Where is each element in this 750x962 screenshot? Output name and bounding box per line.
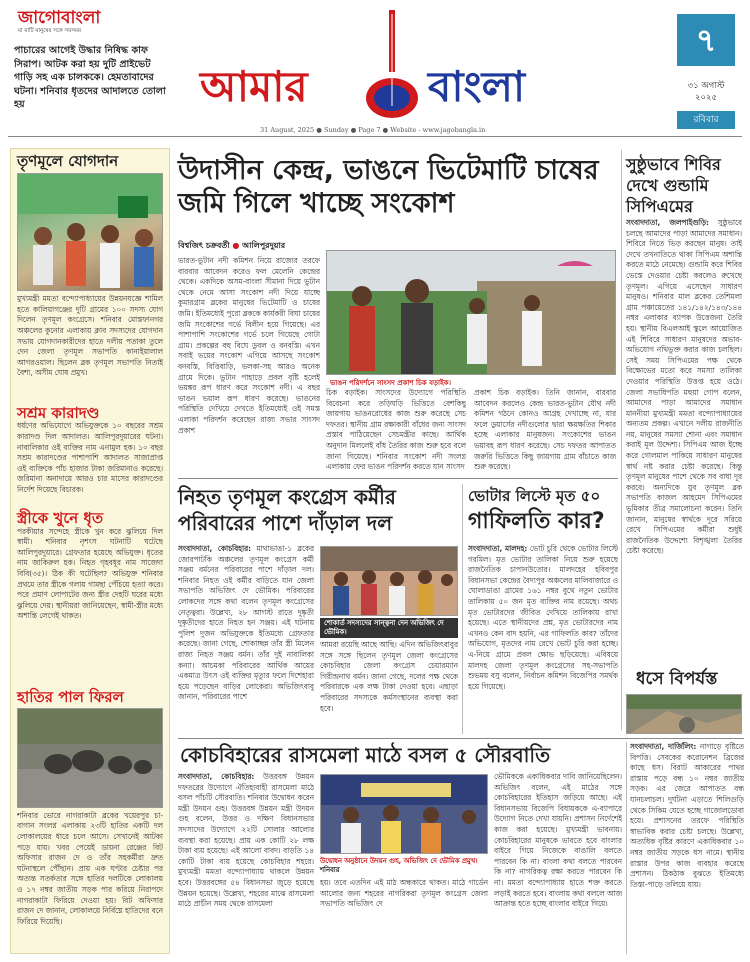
right-t2 <box>630 742 744 954</box>
nihata-dateline: সংবাদদাতা, কোচবিহার: <box>178 544 252 553</box>
elephant-photo <box>17 708 163 808</box>
divider-right <box>621 150 622 730</box>
raas-caption <box>320 857 488 875</box>
right-t1-lead: সংবাদদাতা, জলপাইগুড়ি: <box>626 218 709 227</box>
right-t1-text: সুষ্ঠুভাবে চলছে আমাদের পাড়া আমাদের সমাধান। শিবিরে নিতে ভিড় করছেন মানুষ। তাই দেখে তখনাতিতে থাকা সিপিএম অশান্তি করতে মাঠে নেমেছে। গুন্ডামি করে শিবির ভেস্তে দেওয়ার চেষ্টা করলেও রুখেছে তৃণমূল। এগিয়ে এসেছেন সাধারণ মানুষও। শনিবার মাল ব্লকের তেশিমলা গ্রাম পঞ্চায়েতের ১৪১/১৪২/১৪৩/১৪৪ নম্বর এলাকার ব্যাপক উত্তেজনা তৈরি হয়। স্থানীয় বিএলআই স্কুলে আয়োজিত এই শিবিরে সাধারণ মানুষদের অভাব-অভিযোগ নথিভুক্ত করার কাজ চলছিল। সেই সময় সিপিএমের পক্ষ থেকে বিক্ষোভের মতো করে সমস্যা তালিকা দেওয়ার পরিস্থিতি উত্তপ্ত হয়ে ওঠে। জেলা সভাধিপতি মহুয়া গোপ বলেন, আমাদের পাড়া আমাদের সমাধান মাননীয়া মুখ্যমন্ত্রী মমতা বন্দ্যোপাধ্যায়ের অন্যতম প্রকল্প। এখানে দলীয় রাজনীতি নয়, মানুষের সমস্যা শোনা এবং সমাধান করাই মূল উদ্দেশ্য। সিপিএম আজ ইচ্ছে করে গোলমাল পাকিয়ে সাধারণ মানুষের স্বার্থ নষ্ট করার চেষ্টা করেছে। কিন্তু তৃণমূল মানুষের পাশে থেকে সব বাধা দূর করবে। অন্যদিকে যুব তৃণমূল ব্লক সভাপতি কাজল আহমেদ সিপিএমের ভূমিকার তীব্র সমালোচনা করেন। তিনি জানান, মানুষের স্বার্থকে দূরে সরিয়ে রেখে সিপিএমের কর্মীরা শুধুই রাজনৈতিক উদ্দেশ্যে বিশৃঙ্খলা তৈরির চেষ্টা করেছে। <box>626 218 742 556</box>
byline-place: আলিপুরদুয়ার <box>242 241 286 250</box>
nihata-body1-text: মাথাভাঙা-১ ব্লকের জোরপাটকি অঞ্চলের তৃণমূল কংগ্রেস কর্মী সঞ্জয় বর্মনের পরিবারের পাশে দাঁড়াল দল। শনিবার নিহত ওই কর্মীর বাড়িতে যান জেলা সভাপতি অভিজিৎ দে ভৌমিক। পরিবারের লোকদের সঙ্গে কথা বলেন তৃণমূল কংগ্রেসের নেতৃত্বরা। উল্লেখ্য, ২৮ আগস্ট রাতে দুষ্কৃতী দুষ্কৃতীদের হাতে নিহত হন সঞ্জয়। এই ঘটনায় পুলিশ দুজন অভিযুক্তকে ইতিমধ্যে গ্রেফতার করেছে। জানা গেছে, শোকাচ্ছন্ন তাঁর স্ত্রী মিলেন রাজ্য নিহত সঞ্জয় বর্মন। তাঁর দুই নাবালিকা কন্যা। আচমকা পরিবারের আর্থিক আয়ের একমাত্র উৎস ওই ব্যক্তির মৃত্যুর ফলে দিশেহারা হয়ে পড়েছেন বাড়ির লোকেরা। অভিজিৎবাবু জানান, পরিবারের পাশে <box>178 544 314 702</box>
divider-mid <box>462 484 463 734</box>
nihata-body2: আমরা রয়েছি আছে আছি। এদিন অভিজিৎবাবুর সঙ্গে সঙ্গে ছিলেন তৃণমূল জেলা কংগ্রেসের কোচবিহার জেলা কংগ্রেস চেয়ারম্যান গিরীন্দ্রনাথ বর্মন। জানা গেছে, দলের পক্ষ থেকে পরিবারকে এক লক্ষ টাকা দেওয়া হবে। এছাড়া পরিবারের সদস্যকে কর্মসংস্থানের ব্যবস্থা করা হবে। <box>320 640 458 713</box>
nihata-headline: নিহত তৃণমূল কংগ্রেস কর্মীর পরিবারের পাশে দাঁড়াল দল <box>178 485 396 535</box>
divider-bottom <box>626 742 627 954</box>
main-headline: উদাসীন কেন্দ্র, ভাঙনে ভিটেমাটি চাষের জমি গিলে খাচ্ছে সংকোশ <box>178 155 599 219</box>
right-h1: সুষ্ঠুভাবে শিবির দেখে গুন্ডামি সিপিএমের <box>626 155 721 216</box>
voter-headline1: ভোটার লিস্টে মৃত ৫০ <box>468 487 601 505</box>
voter-body <box>468 544 618 734</box>
location-pin-icon: ● <box>232 241 240 250</box>
landslide-photo <box>626 694 742 734</box>
dateline: 31 August, 2025 ● Sunday ● Page 7 ● Website - www.jagobangla.in <box>260 126 486 134</box>
main-caption: ভাঙন পরিদর্শনে সাংসদ প্রকাশ চিক বড়াইক। <box>330 379 452 387</box>
left-t1: মুখ্যমন্ত্রী মমতা বন্দ্যোপাধ্যায়ের উন্নয়নযজ্ঞে শামিল হতে কালিয়াগঞ্জের দুটি গ্রামের ১০০ সদস্য যোগ দিলেন তৃণমূল কংগ্রেসে। শনিবার মোস্তফানগর অঞ্চলের কুনোর এলাকায় ক্লাব সদস্যদের যোগদান সভায় যোগদানকারীদের হাতে দলীয় পতাকা তুলে দেন জেলা তৃণমূল সভাপতি কানাইয়ালাল আগরওয়াল। ছিলেন ব্লক তৃণমূল সভাপতি নিতাই বৈশ্য, অসীম ঘোষ প্রমুখ। <box>17 294 163 378</box>
raas-body3: ভৌমিককে একাধিকবার দাবি জানিয়েছিলেন। অভিজিৎ বলেন, এই মাঠের সঙ্গে কোচবিহারের ইতিহাস জড়িয়ে আছে। এই বিধানসভায় বিজেপি বিধায়ককে এ-ব্যাপারে উদ্যোগ নিতে দেখা যায়নি। প্রশাসন নির্দেশেই কাজ করা হয়েছে। মুখ্যমন্ত্রী ভাবনায়। কোচবিহারের মানুষকে ভাবতে হবে বাংলার বাইরে গিয়ে নিজেকে বাঙালি বলতে পারবেন কি না। বাংলা কথা বলতে পারবেন কি না? নাগরিকত্ব রক্ষা করতে পারবেন কি না। মমতা বন্দ্যোপাধ্যায় হাতে শক্ত করতে লড়াই করতে হবে। বাংলায় কথা বললে আজ আক্রান্ত হতে হচ্ছে বাংলার বাইরে গিয়ে। <box>494 772 622 909</box>
brand-tagline: মা মাটি মানুষের সঙ্গে সবসময় <box>18 28 82 34</box>
title-right: বাংলা <box>428 62 526 111</box>
right-t2-text: নাগাড়ে বৃষ্টিতে বিপত্তি। সেবকের করোনেশন ব্রিজের কাছে ধস। বিরাট আকারের পাথর রাস্তায় পড়ে বন্ধ ১০ নম্বর জাতীয় সড়ক। এর জেরে আপাতত বন্ধ যানচলাচল। দুর্ঘটনা এড়াতে শিলিগুড়ি থেকে সিকিম যেতে হচ্ছে গাজোলডোবা হয়ে। প্রশাসনের তরফে পরিস্থিতি স্বাভাবিক করার চেষ্টা চলছে। উল্লেখ্য, অত্যধিক বৃষ্টির কারণে একাধিকবার ১০ নম্বর জাতীয় সড়কে ধস নামে। স্থানীয় রাস্তার উপর কাজ ব্যবহার করেছে প্রশাসন। ঠিকঠাক বুঝতে ইতিমধ্যে তিস্তা-পাড়ে তলিয়ে যায়। <box>630 742 744 889</box>
teaser-text: পাচারের আগেই উদ্ধার নিষিদ্ধ কাফ সিরাপ। আটক করা হয় দুটি প্রাইভেট গাড়ি সহ এক চালককে। হেমতাবাদের ঘটনা। শনিবার ধৃতদের আদালতে তোলা হয় <box>14 45 166 111</box>
ceremony-photo <box>320 774 488 854</box>
raas-caption-text: উদ্বোধন অনুষ্ঠানে উদয়ন গুহ, অভিজিৎ দে ভৌমিক প্রমুখ। <box>320 857 478 865</box>
voter-body-text: ভোট চুরি থেকে ভোটার লিস্টে গরমিল। মৃত ভোটার তালিকা নিয়ে শুরু হয়েছে রাজনৈতিক চাপানউতোর। মালদহের হবিবপুর বিধানসভা কেন্দ্রের বৈদ্যপুর অঞ্চলের মালিবাজারে ও ঘোলাডাঙা গ্রামের ১৬১ নম্বর বুথে নতুন ভোটার তালিকায় ৫০ জন মৃত ব্যক্তির নাম রয়েছে। অথচ মৃত ভোটারদের জীবিত দেখিয়ে তালিকায় রাখা হয়েছে। এতে স্থানীয়দের প্রশ্ন, মৃত ভোটারদের নাম এখনও কেন বাদ হয়নি, এর গাফিলতি কার? তাঁদের অভিযোগ, মৃতদের নাম রেখে ভোট চুরি করা হচ্ছে। এ-নিয়ে গ্রামে প্রবল ক্ষোভ ছড়িয়েছে। এবিষয়ে মালদহ জেলা তৃণমূল কংগ্রেসের সহ-সভাপতি শুভময় বসু বলেন, নির্বাচন কমিশন বিজেপির সমর্থক হয়ে গিয়েছে। <box>468 544 618 691</box>
raas-caption-place: শনিবার <box>320 866 340 874</box>
family-photo <box>320 546 458 616</box>
left-h4: হাতির পাল ফিরল <box>17 687 124 706</box>
left-t4: শনিবার ভোরে নাগরাকাটা ব্লকের খয়েরপুর চা-বাগান সংলগ্ন এলাকায় ২৩টি হাতির একটি দল লোকালয়ের ধারে চলে আসে। সেখানেই আটকা পড়ে যায়। খবর পেয়েই ডায়না রেঞ্জের বিট অফিসার রাজন দে ও তাঁর সহকর্মীরা দ্রুত ঘটনাস্থলে পৌঁছান। প্রায় এক ঘণ্টার চেষ্টার পর অত্যন্ত সতর্কতার সঙ্গে হাতির দলটিকে লোকালয় ও ১৭ নম্বর জাতীয় সড়ক পার করিয়ে নিরাপদে নাগরাকাটা ফিরিয়ে দেওয়া হয়। বিট অফিসার রাজন দে জানান, লোকালয়ে নির্বিঘ্নে হাতিদের বনে ফিরিয়ে দিয়েছি। <box>17 810 163 926</box>
raas-body1 <box>178 772 314 954</box>
erosion-photo <box>326 250 616 375</box>
rule-mid <box>178 478 618 479</box>
masthead-rule <box>8 136 742 137</box>
left-h2: সশ্রম কারাদণ্ড <box>17 404 100 423</box>
raas-dateline: সংবাদদাতা, কোচবিহার: <box>178 772 255 781</box>
nihata-caption: শোকার্ত সদস্যদের সান্ত্বনা দেন অভিজিৎ দে ভৌমিক। <box>320 618 458 638</box>
raas-body1-text: উত্তরবঙ্গ উন্নয়ন দফতরের উদ্যোগে ঐতিহ্যবাহী রাসমেলা মাঠে বসল পাঁচটি সৌরবাতি। শনিবার উদ্বোধন করেন মন্ত্রী উদয়ন গুহ। উত্তরবঙ্গ উন্নয়ন মন্ত্রী উদয়ন গুহ বলেন, উত্তর ও দক্ষিণ বিধানসভার সদস্যদের উদ্যোগে ২২টি সোলার আলোর ব্যবস্থা করা হয়েছে। প্রায় এক কোটি ২৮ লক্ষ টাকা ব্যয় হয়েছে। এই আলো বাবদ। বাড়তি ১৪ কোটি টাকা ব্যয় হয়েছে কোচবিহার শহরে। মুখ্যমন্ত্রী মমতা বন্দ্যোপাধ্যায় থাকলে উন্নয়ন হবে। উত্তরবঙ্গের ৫৪ বিধানসভা জুড়ে হয়েছে উন্নয়ন হয়েছে। উল্লেখ্য, শহরের মাঝে রাসমেলা মাঠে প্রাচীন সময় থেকে রাসমেলা <box>178 772 314 909</box>
voter-dateline: সংবাদদাতা, মালদহ: <box>468 544 528 553</box>
main-body3: প্রকাশ চিক বড়াইক। তিনি জানান, বারবার আবেদন করলেও কেন্দ্র ভারত-ভুটান যৌথ নদী কমিশন গঠনে কোনও আগ্রহ দেখাচ্ছে না, যার ফলে ডুয়ার্সের নদীগুলোর দ্বারা ক্ষয়ক্ষতির শিকার হচ্ছে এলাকার মানুষজন। সংকোশের ভাঙন ভয়াবহ রূপ ধারণ করেছে। সেচ দফতর আপাতত জরুরি ভিত্তিতে কিছু জায়গায় গ্রাম বাঁচাতে কাজ শুরু করেছে। <box>474 388 616 472</box>
ektara-icon <box>362 10 428 120</box>
rule-bottom <box>178 738 744 739</box>
newspaper-title <box>200 10 615 134</box>
byline-name: বিশ্বজিৎ চক্রবর্তী <box>178 241 230 250</box>
left-column <box>10 148 170 954</box>
right-t1 <box>626 218 742 662</box>
rally-photo <box>17 173 163 291</box>
right-t2-lead: সংবাদদাতা, দার্জিলিং: <box>630 742 697 751</box>
page-number-badge <box>677 14 735 66</box>
date-bn: ৩১ অগাস্ট ২০২৫ <box>687 81 725 103</box>
left-t3: পরকীয়ার সন্দেহে স্ত্রীকে খুন করে ঝুলিয়ে দিল স্বামী। শনিবার নৃশংস ঘটনাটি ঘটেছে আলিপুরদুয়ারে। গ্রেফতার হয়েছে অভিযুক্ত। ধৃতের নাম জাকিরুল হক। নিহত গৃহবধূর নাম সাজেদা বিবি(৩৫)। ঠিক কী ঘটেছিল? অভিযুক্ত শনিবার প্রথমে তার স্ত্রীকে গলায় গামছা পেঁচিয়ে হত্যা করে। পরে প্রমাণ লোপাটের জন্য স্ত্রীর দেহটি ঘরের মধ্যে ঝুলিয়ে দেয়। স্থানীয়রা জানিয়েছেন, স্বামী-স্ত্রীর মধ্যে অশান্তি লেগেই থাকত। <box>17 526 163 621</box>
voter-headline2: গাফিলতি কার? <box>468 509 605 534</box>
left-h1: তৃণমূলে যোগদান <box>17 152 119 170</box>
nihata-body1 <box>178 544 314 734</box>
left-h3: স্ত্রীকে খুনে ধৃত <box>17 509 104 528</box>
title-left: আমার <box>200 62 308 111</box>
day-badge: রবিবার <box>677 111 735 129</box>
page-number: ৭ <box>695 21 717 59</box>
brand-logo <box>18 8 173 35</box>
raas-headline: কোচবিহারের রাসমেলা মাঠে বসল ৫ সৌরবাতি <box>180 743 551 767</box>
left-t2: ধর্ষণের অভিযোগে অভিযুক্তকে ১০ বছরের সশ্রম কারাদণ্ড দিল আদালত। আলিপুরদুয়ারের ঘটনা। নাবালিকার ওই ব্যক্তির নাম এনামুল হক। ১০ বছর সশ্রম কারাদণ্ডের পাশাপাশি আদালত সাজাপ্রাপ্ত ওই ব্যক্তিকে পাঁচ হাজার টাকা জরিমানাও করেছে। জরিমানা অনাদায়ে আরও চার মাসের কারাদণ্ডের নির্দেশ দিয়েছে বিচারক। <box>17 421 163 494</box>
brand-name: জাগোবাংলা <box>18 8 101 28</box>
right-h2: ধসে বিপর্যস্ত <box>636 669 718 689</box>
raas-body2: হয়। তবে এতদিন এই মাঠ অন্ধকারে থাকত। মাঠে গার্ডেন আলোর জন্য শহরের নাগরিকরা তৃণমূল কংগ্রেস জেলা সভাপতি অভিজিৎ দে <box>320 878 488 909</box>
main-body1: ভারত-ভুটান নদী কমিশন নিয়ে রাজ্যের তরফে বারবার আবেদন করেও ফল মেলেনি কেন্দ্রের থেকে। একদিকে অসম-বাংলা সীমানা দিয়ে ভুটান থেকে নেমে আসা সংকোশ নদী দিয়ে যাচ্ছে কুমারগ্রাম ব্লকের মানুষের ভিটেমাটি ও চাষের জমি। ইতিমধ্যেই পুরো ব্লককে কার্যকরী বিঘা চাষের জমি সংকোশের গর্ভে বিলীন হয়ে গিয়েছে। এর পাশাপাশি সংকোশের গর্ভে চলে গিয়েছে গোটা গ্রাম। প্রকল্পের বহু বিঘে ডুবল ও বনবস্তি। এখন সবাই ভয়ের সংকোশ এগিয়ে আসছে সংকোশ বনবস্তি, বিত্তিবাড়ি, ভলকা-সহ আরও অনেক গ্রামে দিকে। ভুটান পাহাড়ে প্রবল বৃষ্টি হলেই ভয়ঙ্কর রূপ ধারণ করে সংকোশ নদী। এ বছর ভাঙন ভয়াল রূপ ধারণ করেছে। ভাঙনের পরিস্থিতি দেখিয়ে দেখতে ইতিমধ্যেই ওই সমস্ত এলাকা পরিদর্শন করেছেন রাজ্য সভার সাংসদ প্রকাশ <box>178 256 320 435</box>
main-body2: চিক বড়াইক। সাংসদের উদ্যোগে পরিস্থিতি বিবেচনা করে তড়িঘড়ি ভিত্তিতে বেশকিছু জায়গায় ভাঙনরোধের কাজ শুরু করেছে সেচ দফতর। স্থানীয় গ্রাম রক্ষাকারী বাঁধের জন্য সাংসদ প্রস্তাব পাঠিয়েছেন সেচমন্ত্রীর কাছে। আর্থিক অনুদান মিললেই বাঁধ তৈরির কাজ শুরু হবে বলে জানা গিয়েছে। শনিবার সংকোশ নদী সংলগ্ন এলাকায় ফের ভাঙন পরিদর্শন করতে যান সাংসদ <box>326 388 466 472</box>
